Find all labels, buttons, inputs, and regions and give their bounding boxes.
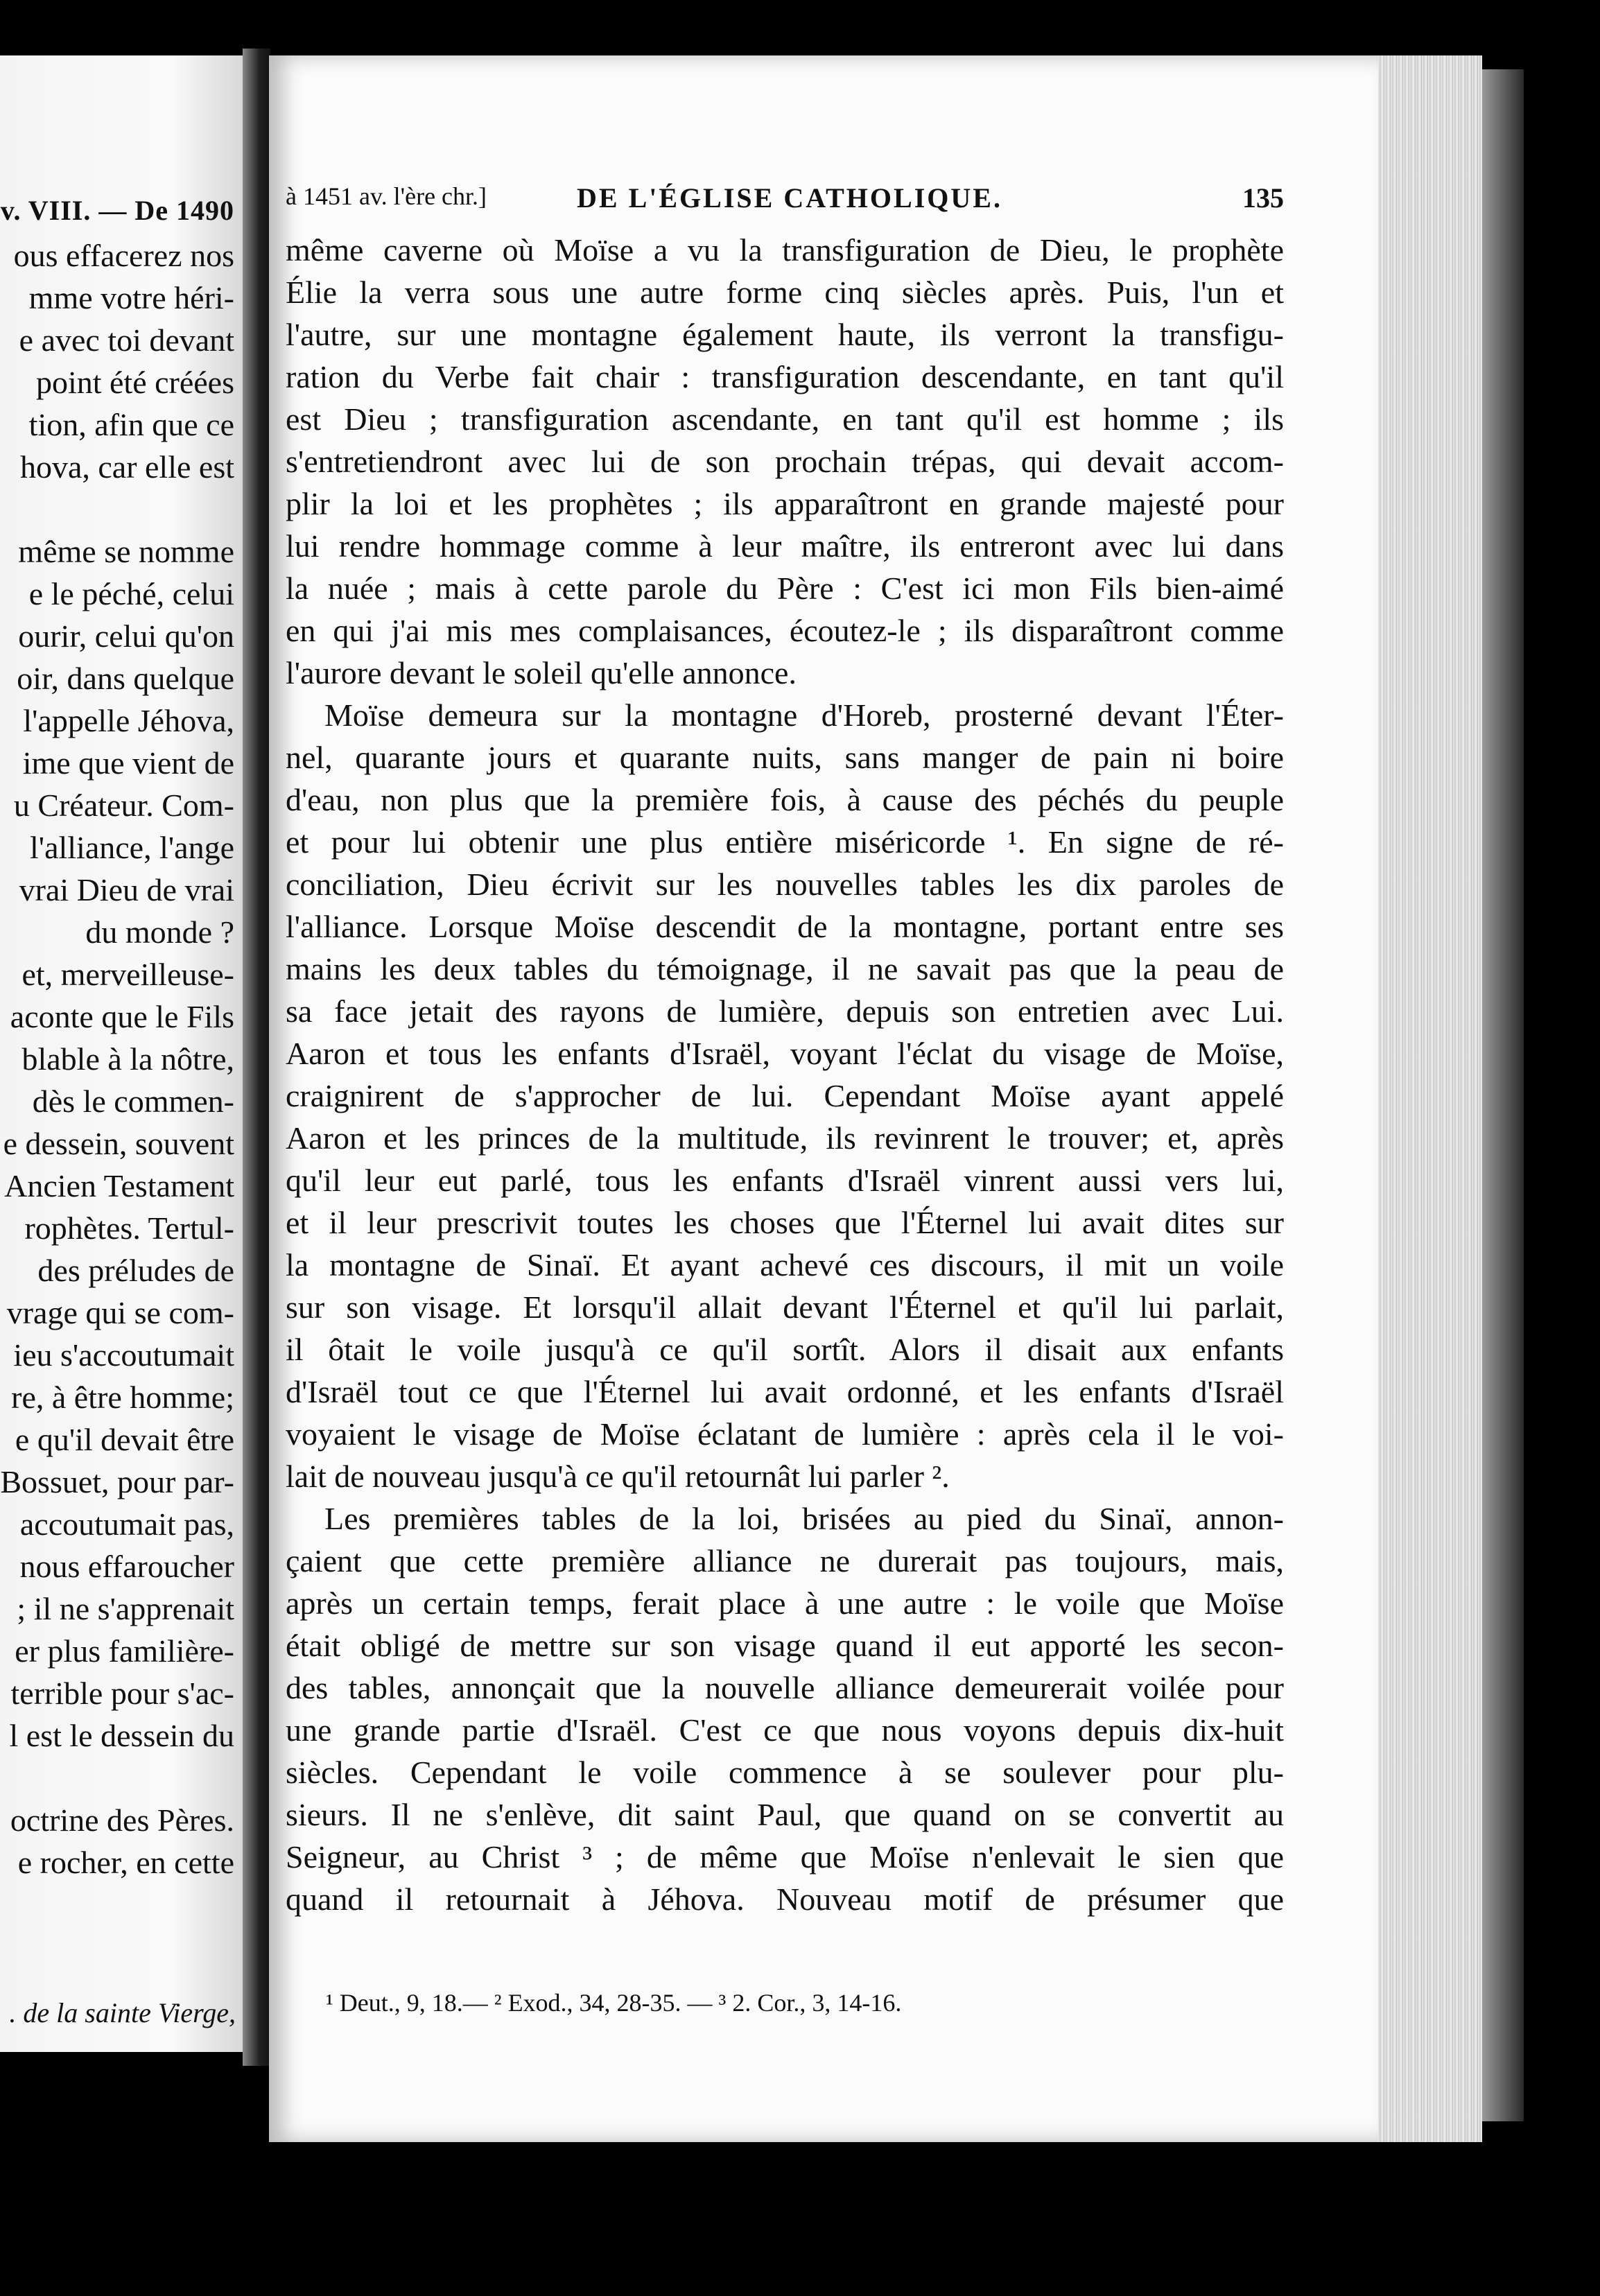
left-page-text	[0, 234, 234, 1884]
left-line: et, merveilleuse-	[21, 957, 234, 992]
text-line: la montagne de Sinaï. Et ayant achevé ces discours, il mit un voile	[286, 1247, 1284, 1282]
left-line: du monde ?	[85, 914, 234, 950]
body-text	[286, 229, 1284, 1920]
text-line: une grande partie d'Israël. C'est ce que nous voyons depuis dix-huit	[286, 1712, 1284, 1748]
text-line: nel, quarante jours et quarante nuits, sans manger de pain ni boire	[286, 740, 1284, 775]
left-line: ; il ne s'apprenait	[17, 1591, 234, 1626]
text-line: ration du Verbe fait chair : transfiguration descendante, en tant qu'il	[286, 359, 1284, 394]
left-line: e avec toi devant	[19, 322, 234, 358]
left-line: l'alliance, l'ange	[30, 830, 234, 865]
text-line: Élie la verra sous une autre forme cinq siècles après. Puis, l'un et	[286, 275, 1284, 310]
running-head-date-range: à 1451 av. l'ère chr.]	[286, 182, 487, 210]
text-line: et pour lui obtenir une plus entière miséricorde ¹. En signe de ré-	[286, 824, 1284, 860]
left-line: des préludes de	[37, 1253, 234, 1288]
left-line: er plus familière-	[15, 1633, 234, 1669]
left-line: rophètes. Tertul-	[24, 1210, 234, 1246]
text-line: conciliation, Dieu écrivit sur les nouvelles tables les dix paroles de	[286, 867, 1284, 902]
text-line: sieurs. Il ne s'enlève, dit saint Paul, que quand on se convertit au	[286, 1797, 1284, 1832]
text-line: des tables, annonçait que la nouvelle alliance demeurerait voilée pour	[286, 1670, 1284, 1705]
left-line: dès le commen-	[32, 1084, 234, 1119]
text-line: il ôtait le voile jusqu'à ce qu'il sortît. Alors il disait aux enfants	[286, 1332, 1284, 1367]
text-line: Aaron et tous les enfants d'Israël, voyant l'éclat du visage de Moïse,	[286, 1036, 1284, 1071]
left-line: octrine des Pères.	[10, 1802, 234, 1838]
text-line: est Dieu ; transfiguration ascendante, en tant qu'il est homme ; ils	[286, 401, 1284, 437]
left-line: point été créées	[35, 365, 234, 400]
text-line: la nuée ; mais à cette parole du Père : C'est ici mon Fils bien-aimé	[286, 571, 1284, 606]
left-line: oir, dans quelque	[17, 661, 234, 696]
left-line: ourir, celui qu'on	[18, 618, 234, 654]
text-line: voyaient le visage de Moïse éclatant de lumière : après cela il le voi-	[286, 1416, 1284, 1452]
left-line: tion, afin que ce	[28, 407, 234, 442]
left-line: aconte que le Fils	[10, 999, 234, 1034]
text-line: d'eau, non plus que la première fois, à cause des péchés du peuple	[286, 782, 1284, 817]
left-line: blable à la nôtre,	[21, 1041, 234, 1077]
text-line: lait de nouveau jusqu'à ce qu'il retournât lui parler ².	[286, 1459, 950, 1494]
text-line: mains les deux tables du témoignage, il ne savait pas que la peau de	[286, 951, 1284, 986]
text-line: quand il retournait à Jéhova. Nouveau motif de présumer que	[286, 1881, 1284, 1917]
running-head-title: DE L'ÉGLISE CATHOLIQUE.	[577, 182, 1002, 214]
left-line: ous effacerez nos	[13, 238, 234, 273]
text-line: l'alliance. Lorsque Moïse descendit de la montagne, portant entre ses	[286, 909, 1284, 944]
text-line: siècles. Cependant le voile commence à se soulever pour plu-	[286, 1755, 1284, 1790]
left-line: nous effaroucher	[19, 1549, 234, 1584]
page-edges-shadow	[1482, 69, 1524, 2121]
left-line	[0, 488, 234, 530]
left-running-head: v. VIII. — De 1490	[0, 195, 234, 226]
text-line: en qui j'ai mis mes complaisances, écoutez-le ; ils disparaîtront comme	[286, 613, 1284, 648]
book-gutter	[243, 49, 270, 2066]
left-line: même se nomme	[18, 534, 234, 569]
text-line: même caverne où Moïse a vu la transfiguration de Dieu, le prophète	[286, 232, 1284, 268]
footnotes: ¹ Deut., 9, 18.— ² Exod., 34, 28-35. — ³ 2. Cor., 3, 14-16.	[326, 1989, 902, 2017]
left-line: e qu'il devait être	[15, 1422, 234, 1457]
left-line: re, à être homme;	[11, 1380, 234, 1415]
left-line: e le péché, celui	[28, 576, 234, 611]
text-line: sa face jetait des rayons de lumière, depuis son entretien avec Lui.	[286, 993, 1284, 1029]
left-line: e rocher, en cette	[17, 1845, 234, 1880]
left-line	[0, 1757, 234, 1799]
left-line: terrible pour s'ac-	[10, 1676, 234, 1711]
left-line: u Créateur. Com-	[13, 788, 234, 823]
left-line: Bossuet, pour par-	[0, 1464, 234, 1499]
left-footnote: . de la sainte Vierge,	[9, 1997, 236, 2028]
left-line: mme votre héri-	[28, 280, 234, 315]
text-line: et il leur prescrivit toutes les choses que l'Éternel lui avait dites sur	[286, 1205, 1284, 1240]
left-line: accoutumait pas,	[19, 1506, 234, 1542]
text-line: çaient que cette première alliance ne durerait pas toujours, mais,	[286, 1543, 1284, 1578]
text-line: Aaron et les princes de la multitude, ils revinrent le trouver; et, après	[286, 1120, 1284, 1156]
left-line: l'appelle Jéhova,	[23, 703, 234, 738]
left-line: vrai Dieu de vrai	[19, 872, 234, 907]
text-line: était obligé de mettre sur son visage quand il eut apporté les secon-	[286, 1628, 1284, 1663]
text-line: l'autre, sur une montagne également haute, ils verront la transfigu-	[286, 317, 1284, 352]
text-line: Seigneur, au Christ ³ ; de même que Moïse n'enlevait le sien que	[286, 1839, 1284, 1875]
paragraph-start: Moïse demeura sur la montagne d'Horeb, prosterné devant l'Éter-	[324, 697, 1284, 733]
left-line: l est le dessein du	[9, 1718, 234, 1753]
page-number: 135	[1242, 182, 1284, 214]
text-line: l'aurore devant le soleil qu'elle annonce.	[286, 655, 797, 690]
text-line: s'entretiendront avec lui de son prochain trépas, qui devait accom-	[286, 444, 1284, 479]
paragraph-start: Les premières tables de la loi, brisées au pied du Sinaï, annon-	[324, 1501, 1284, 1536]
page-edges	[1378, 55, 1482, 2142]
text-line: après un certain temps, ferait place à une autre : le voile que Moïse	[286, 1585, 1284, 1621]
text-line: craignirent de s'approcher de lui. Cependant Moïse ayant appelé	[286, 1078, 1284, 1113]
running-head	[286, 182, 1284, 223]
text-line: qu'il leur eut parlé, tous les enfants d'Israël vinrent aussi vers lui,	[286, 1163, 1284, 1198]
left-line: ieu s'accoutumait	[13, 1337, 234, 1373]
left-line: Ancien Testament	[4, 1168, 234, 1203]
left-line: ime que vient de	[22, 745, 234, 781]
left-line: vrage qui se com-	[6, 1295, 234, 1330]
left-line: hova, car elle est	[19, 449, 234, 485]
left-line: e dessein, souvent	[3, 1126, 234, 1161]
text-line: d'Israël tout ce que l'Éternel lui avait ordonné, et les enfants d'Israël	[286, 1374, 1284, 1409]
text-line: lui rendre hommage comme à leur maître, ils entreront avec lui dans	[286, 528, 1284, 564]
facing-page-left	[0, 55, 243, 2052]
text-line: plir la loi et les prophètes ; ils apparaîtront en grande majesté pour	[286, 486, 1284, 521]
text-line: sur son visage. Et lorsqu'il allait devant l'Éternel et qu'il lui parlait,	[286, 1289, 1284, 1325]
